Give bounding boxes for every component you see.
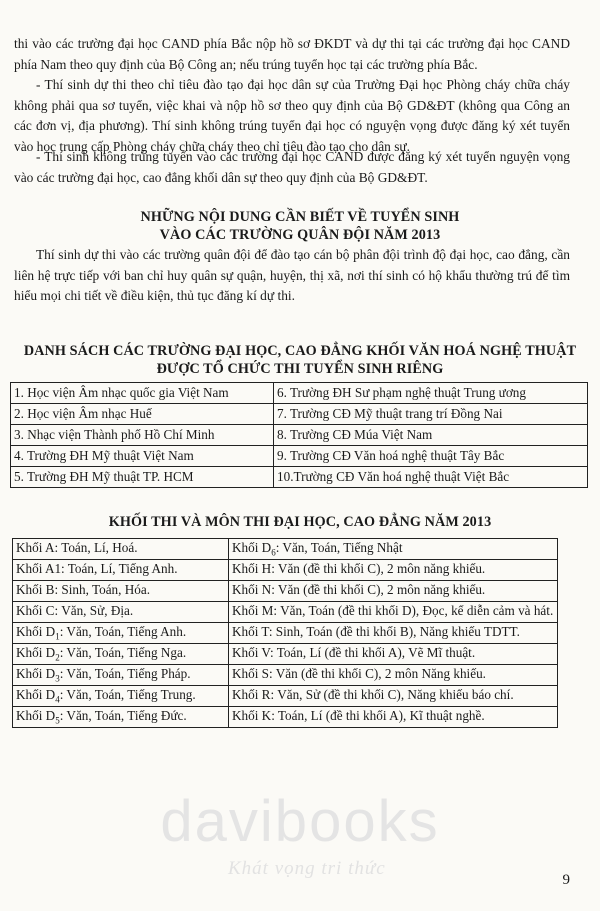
- school-cell: 10.Trường CĐ Văn hoá nghệ thuật Việt Bắc: [274, 467, 588, 488]
- exam-block-cell: [13, 560, 229, 581]
- table-row: [11, 383, 588, 404]
- exam-block-cell: [13, 686, 229, 707]
- table-row: [13, 686, 558, 707]
- section1-body: Thí sinh dự thi vào các trường quân đội để đào tạo cán bộ phân đội trình độ đại học, cao đẳng, cần liên hệ trực tiếp với ban chỉ huy quân sự quận, huyện, thị xã, nơi thí sinh có hộ khẩu thường trú để tìm hiểu mọi chi tiết về điều kiện, thủ tục đăng kí dự thi.: [14, 247, 570, 303]
- table-row: [11, 446, 588, 467]
- table-row: [13, 539, 558, 560]
- section2-title-line1: DANH SÁCH CÁC TRƯỜNG ĐẠI HỌC, CAO ĐẲNG KHỐI VĂN HOÁ NGHỆ THUẬT: [23, 343, 577, 359]
- exam-block-cell: [229, 686, 558, 707]
- exam-block-cell: [13, 602, 229, 623]
- exam-block-text: Khối R: Văn, Sử (đề thi khối C), Năng khiếu báo chí.: [232, 687, 514, 702]
- exam-block-cell: [229, 539, 558, 560]
- exam-block-subscript: 3: [55, 673, 60, 684]
- page-number: 9: [562, 872, 570, 888]
- section1-title-line2: VÀO CÁC TRƯỜNG QUÂN ĐỘI NĂM 2013: [159, 227, 441, 243]
- exam-block-cell: [13, 665, 229, 686]
- exam-block-text: Khối V: Toán, Lí (đề thi khối A), Vẽ Mĩ thuật.: [232, 645, 476, 660]
- exam-block-cell: [13, 707, 229, 728]
- exam-block-text: Khối K: Toán, Lí (đề thi khối A), Kĩ thuật nghề.: [232, 708, 485, 723]
- table-row: [11, 425, 588, 446]
- exam-block-text: Khối D: [16, 645, 56, 660]
- exam-block-subscript: 1: [55, 631, 60, 642]
- table-row: [13, 644, 558, 665]
- exam-block-subscript: 6: [271, 547, 276, 558]
- table-row: [13, 665, 558, 686]
- table-row: [13, 602, 558, 623]
- exam-block-text: Khối A: Toán, Lí, Hoá.: [16, 540, 138, 555]
- watermark-tagline: Khát vọng tri thức: [228, 858, 386, 879]
- exam-block-text: : Văn, Toán, Tiếng Anh.: [59, 624, 187, 639]
- table-row: [13, 623, 558, 644]
- exam-block-text: : Văn, Toán, Tiếng Pháp.: [59, 666, 191, 681]
- exam-blocks-table: [12, 538, 558, 728]
- school-cell: 8. Trường CĐ Múa Việt Nam: [274, 425, 588, 446]
- school-cell: 5. Trường ĐH Mỹ thuật TP. HCM: [11, 467, 274, 488]
- exam-block-cell: [229, 602, 558, 623]
- section2-title-line2: ĐƯỢC TỔ CHỨC THI TUYỂN SINH RIÊNG: [156, 361, 444, 377]
- exam-block-subscript: 2: [55, 652, 60, 663]
- school-cell: 6. Trường ĐH Sư phạm nghệ thuật Trung ương: [274, 383, 588, 404]
- exam-block-cell: [13, 581, 229, 602]
- exam-block-subscript: 5: [55, 715, 60, 726]
- exam-block-cell: [13, 539, 229, 560]
- exam-block-text: Khối D: [232, 540, 272, 555]
- table-row: [13, 707, 558, 728]
- exam-block-text: : Văn, Toán, Tiếng Trung.: [59, 687, 196, 702]
- school-cell: 7. Trường CĐ Mỹ thuật trang trí Đồng Nai: [274, 404, 588, 425]
- exam-block-cell: [229, 707, 558, 728]
- exam-block-text: Khối A1: Toán, Lí, Tiếng Anh.: [16, 561, 178, 576]
- schools-table: [10, 382, 588, 488]
- school-cell: 2. Học viện Âm nhạc Huế: [11, 404, 274, 425]
- exam-block-cell: [229, 665, 558, 686]
- exam-block-cell: [229, 623, 558, 644]
- intro-paragraph-2: - Thí sinh dự thi theo chỉ tiêu đào tạo đại học dân sự của Trường Đại học Phòng cháy chữa cháy không phải qua sơ tuyển, việc khai và nộp hồ sơ theo quy định của Bộ GD&ĐT (không qua Công an các đơn vị, địa phương). Thí sinh không trúng tuyển đại học có nguyện vọng được đăng ký xét tuyển vào học trung cấp Phòng cháy chữa cháy theo chỉ tiêu đào tạo cho dân sự.: [14, 77, 570, 154]
- exam-block-text: : Văn, Toán, Tiếng Nhật: [275, 540, 403, 555]
- exam-block-text: Khối D: [16, 624, 56, 639]
- exam-block-cell: [13, 623, 229, 644]
- school-cell: 3. Nhạc viện Thành phố Hồ Chí Minh: [11, 425, 274, 446]
- school-cell: 9. Trường CĐ Văn hoá nghệ thuật Tây Bắc: [274, 446, 588, 467]
- watermark-brand: davibooks: [160, 789, 440, 854]
- section3-title: KHỐI THI VÀ MÔN THI ĐẠI HỌC, CAO ĐẲNG NĂM 2013: [108, 514, 492, 530]
- table-row: [13, 581, 558, 602]
- exam-block-cell: [229, 560, 558, 581]
- exam-block-text: : Văn, Toán, Tiếng Đức.: [59, 708, 187, 723]
- exam-block-cell: [13, 644, 229, 665]
- exam-block-text: Khối S: Văn (đề thi khối C), 2 môn Năng khiếu.: [232, 666, 486, 681]
- exam-block-text: Khối D: [16, 708, 56, 723]
- exam-block-text: Khối N: Văn (đề thi khối C), 2 môn năng khiếu.: [232, 582, 486, 597]
- exam-block-subscript: 4: [55, 694, 60, 705]
- exam-block-text: Khối B: Sinh, Toán, Hóa.: [16, 582, 151, 597]
- exam-block-text: : Văn, Toán, Tiếng Nga.: [59, 645, 187, 660]
- table-row: [11, 404, 588, 425]
- exam-block-text: Khối C: Văn, Sử, Địa.: [16, 603, 134, 618]
- school-cell: 4. Trường ĐH Mỹ thuật Việt Nam: [11, 446, 274, 467]
- exam-block-text: Khối M: Văn, Toán (đề thi khối D), Đọc, kể diễn cảm và hát.: [232, 603, 554, 618]
- section1-title-line1: NHỮNG NỘI DUNG CẦN BIẾT VỀ TUYỂN SINH: [140, 209, 460, 225]
- intro-paragraph-1: thi vào các trường đại học CAND phía Bắc nộp hồ sơ ĐKDT và dự thi tại các trường đại học CAND phía Nam theo quy định của Bộ Công an; nếu trúng tuyển học tại các trường phía Bắc.: [14, 36, 570, 72]
- exam-block-cell: [229, 644, 558, 665]
- table-row: [11, 467, 588, 488]
- exam-block-text: Khối T: Sinh, Toán (đề thi khối B), Năng khiếu TDTT.: [232, 624, 520, 639]
- intro-paragraph-3: - Thí sinh không trúng tuyển vào các trường đại học CAND được đăng ký xét tuyển nguyện vọng vào các trường đại học, cao đẳng khối dân sự theo quy định của Bộ GD&ĐT.: [14, 149, 570, 185]
- school-cell: 1. Học viện Âm nhạc quốc gia Việt Nam: [11, 383, 274, 404]
- exam-block-cell: [229, 581, 558, 602]
- table-row: [13, 560, 558, 581]
- exam-block-text: Khối D: [16, 687, 56, 702]
- exam-block-text: Khối D: [16, 666, 56, 681]
- exam-block-text: Khối H: Văn (đề thi khối C), 2 môn năng khiếu.: [232, 561, 486, 576]
